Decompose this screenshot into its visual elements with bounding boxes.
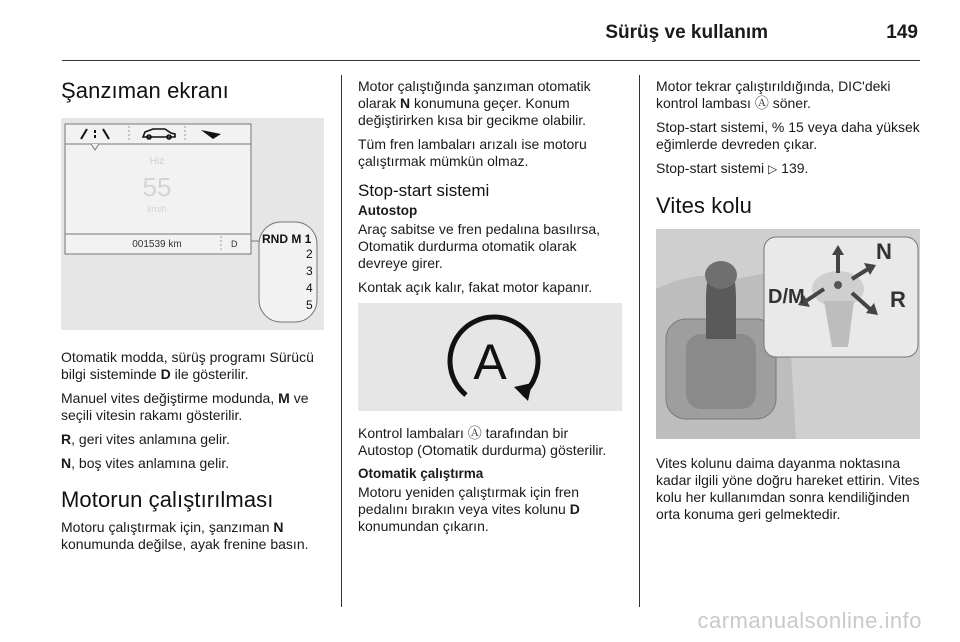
section-heading-transmission-display: Şanzıman ekranı <box>61 78 229 103</box>
header-rule <box>62 60 920 61</box>
gear-label-neutral: N <box>876 239 892 264</box>
paragraph-control-lamp: Kontrol lambaları Ⓐ tarafından bir Autostop (Otomatik durdurma) gösterilir. <box>358 425 607 458</box>
odometer-reading: 001539 km <box>132 239 182 250</box>
paragraph-auto-neutral: Motor çalıştığında şanzıman otomatik olarak N konumuna geçer. Konum değiştirirken kısa bir gecikme olabilir. <box>358 78 591 128</box>
gear-positions: RND M 1 <box>262 232 312 246</box>
gear-lever-illustration <box>656 229 920 439</box>
gear-label-dm: D/M <box>768 286 805 308</box>
gear-number-4: 4 <box>306 281 313 295</box>
column-divider-2 <box>639 75 640 607</box>
autostop-small-icon: Ⓐ <box>754 95 769 111</box>
autostop-letter: A <box>473 334 507 390</box>
speed-label: Hiz <box>149 156 165 167</box>
header-title: Sürüş ve kullanım <box>605 22 768 43</box>
column-divider-1 <box>341 75 342 607</box>
gear-lever-figure <box>656 229 920 439</box>
paragraph-incline: Stop-start sistemi, % 15 veya daha yüksek eğimlerde devreden çıkar. <box>656 119 920 152</box>
paragraph-page-reference: Stop-start sistemi ▷ 139. <box>656 160 809 176</box>
autostop-indicator-figure <box>358 303 622 411</box>
gear-number-3: 3 <box>306 264 313 278</box>
paragraph-manual-mode: Manuel vites değiştirme modunda, M ve seçili vitesin rakamı gösterilir. <box>61 390 309 423</box>
paragraph-neutral: N, boş vites anlamına gelir. <box>61 455 230 471</box>
paragraph-ignition-on: Kontak açık kalır, fakat motor kapanır. <box>358 279 593 295</box>
paragraph-restart-lamp: Motor tekrar çalıştırıldığında, DIC'deki kontrol lambası Ⓐ söner. <box>656 78 891 111</box>
paragraph-reverse: R, geri vites anlamına gelir. <box>61 431 230 447</box>
gear-number-5: 5 <box>306 298 313 312</box>
page-reference-arrow-icon: ▷ <box>768 162 778 176</box>
gear-label-reverse: R <box>890 287 906 312</box>
column-3 <box>656 78 924 530</box>
transmission-display-figure <box>61 118 324 330</box>
speed-value: 55 <box>142 172 172 202</box>
column-2 <box>358 78 626 542</box>
paragraph-auto-mode: Otomatik modda, sürüş programı Sürücü bilgi sisteminde D ile gösterilir. <box>61 349 314 382</box>
speed-unit: km/h <box>147 204 167 214</box>
paragraph-engine-start: Motoru çalıştırmak için, şanzıman N konumunda değilse, ayak frenine basın. <box>61 519 309 552</box>
paragraph-restart: Motoru yeniden çalıştırmak için fren pedalını bırakın veya vites kolunu D konumundan çıkarın. <box>358 484 580 534</box>
subheading-autostop: Autostop <box>358 203 418 218</box>
gear-d-indicator: D <box>231 239 238 249</box>
paragraph-gear-lever-usage: Vites kolunu daima dayanma noktasına kadar ilgili yöne doğru hareket ettirin. Vites kolu her kullanımdan sonra kendiliğinden orta konuma geri gelmektedir. <box>656 455 920 522</box>
section-heading-engine-start: Motorun çalıştırılması <box>61 487 274 512</box>
autostop-icon <box>358 303 622 411</box>
page-number: 149 <box>886 22 918 43</box>
watermark: carmanualsonline.info <box>697 608 922 633</box>
autostop-small-icon: Ⓐ <box>467 425 482 441</box>
gear-number-2: 2 <box>306 247 313 261</box>
section-heading-gear-lever: Vites kolu <box>656 193 752 218</box>
subheading-auto-start: Otomatik çalıştırma <box>358 466 484 481</box>
paragraph-autostop-activation: Araç sabitse ve fren pedalına basılırsa, Otomatik durdurma otomatik olarak devreye girer. <box>358 221 601 271</box>
dashboard-display-illustration <box>61 118 324 330</box>
section-heading-stop-start: Stop-start sistemi <box>358 181 490 200</box>
paragraph-brake-lights: Tüm fren lambaları arızalı ise motoru çalıştırmak mümkün olmaz. <box>358 136 587 169</box>
column-1 <box>61 78 327 560</box>
